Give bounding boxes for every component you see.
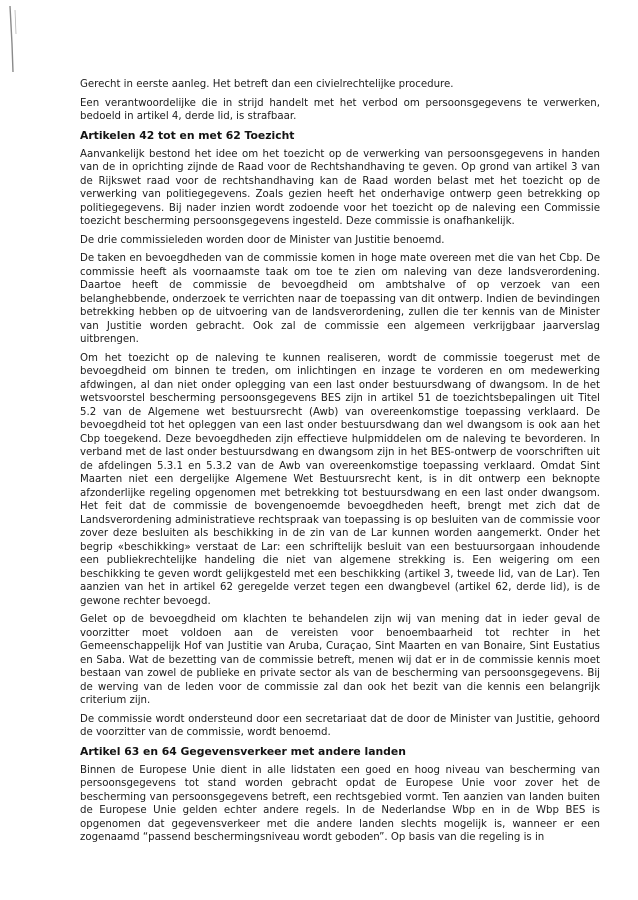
section-heading-toezicht: Artikelen 42 tot en met 62 Toezicht (80, 128, 295, 142)
gegevensverkeer-paragraph-1: Binnen de Europese Unie dient in alle lidstaten een goed en hoog niveau van bescherming van persoonsgegevens tot stand worden gebracht opdat de Europese Unie voor zover het de bescherming van persoonsgegevens betreft, een rechtsgebied vormt. Ten aanzien van landen buiten de Europese Unie gelden echter andere regels. In de Nederlandse Wbp en in de Wbp BES is opgenomen dat gegevensverkeer met die andere landen slechts mogelijk is, wanneer er een zogenaamd “passend beschermingsniveau wordt geboden”. Op basis van die regeling is in (80, 764, 600, 843)
intro-paragraph-2: Een verantwoordelijke die in strijd handelt met het verbod om persoonsgegevens te verwerken, bedoeld in artikel 4, derde lid, is strafbaar. (80, 97, 600, 122)
toezicht-paragraph-1: Aanvankelijk bestond het idee om het toezicht op de verwerking van persoonsgegevens in handen van de in oprichting zijnde de Raad voor de Rechtshandhaving te geven. Op grond van artikel 3 van de Rijkswet raad voor de rechtshandhaving kan de Raad worden belast met het toezicht op de verwerking van politiegegevens. Zoals gezien heeft het onderhavige ontwerp geen betrekking op politiegegevens. Bij nader inzien wordt zodoende voor het toezicht op de naleving een Commissie toezicht bescherming persoonsgegevens ingesteld. Deze commissie is onafhankelijk. (80, 148, 600, 227)
toezicht-paragraph-5: Gelet op de bevoegdheid om klachten te behandelen zijn wij van mening dat in ieder geval de voorzitter moet voldoen aan de vereisten voor benoembaarheid tot rechter in het Gemeenschappelijk Hof van Justitie van Aruba, Curaçao, Sint Maarten en van Bonaire, Sint Eustatius en Saba. Wat de bezetting van de commissie betreft, menen wij dat er in de commissie kennis moet bestaan van zowel de publieke en private sector als van de bescherming van persoonsgegevens. Bij de werving van de leden voor de commissie zal dan ook het bezit van die kennis een belangrijk criterium zijn. (80, 614, 600, 706)
toezicht-paragraph-4: Om het toezicht op de naleving te kunnen realiseren, wordt de commissie toegerust met de bevoegdheid om binnen te treden, om inlichtingen en inzage te vorderen en om medewerking afdwingen, al dan niet onder oplegging van een last onder bestuursdwang of dwangsom. In de het wetsvoorstel bescherming persoonsgegevens BES zijn in artikel 51 de toezichtsbepalingen uit Titel 5.2 van de Algemene wet bestuursrecht (Awb) van overeenkomstige toepassing verklaard. De bevoegdheid tot het opleggen van een last onder bestuursdwang dan wel dwangsom is ook aan het Cbp toegekend. Deze bevoegdheden zijn effectieve hulpmiddelen om de naleving te bevorderen. In verband met de last onder bestuursdwang en dwangsom zijn in het BES-ontwerp de voorschriften uit de afdelingen 5.3.1 en 5.3.2 van de Awb van overeenkomstige toepassing verklaard. Omdat Sint Maarten niet een dergelijke Algemene Wet Bestuursrecht kent, is in dit ontwerp een beknopte afzonderlijke regeling opgenomen met betrekking tot bestuursdwang en een last onder dwangsom. Het feit dat de commissie de bovengenoemde bevoegdheden heeft, brengt met zich dat de Landsverordening administratieve rechtspraak van toepassing is op besluiten van de commissie voor zover deze besluiten als beschikking in de zin van de Lar kunnen worden aangemerkt. Onder het begrip «beschikking» verstaat de Lar: een schriftelijk besluit van een bestuursorgaan inhoudende een publiekrechtelijke handeling die niet van algemene strekking is. Een weigering om een beschikking te geven wordt gelijkgesteld met een beschikking (artikel 3, tweede lid, van de Lar). Ten aanzien van het in artikel 62 geregelde verzet tegen een dwangbevel (artikel 62, derde lid), is de gewone rechter bevoegd. (80, 352, 600, 607)
scan-edge-mark (6, 4, 20, 74)
section-heading-gegevensverkeer: Artikel 63 en 64 Gegevensverkeer met andere landen (80, 744, 406, 758)
toezicht-paragraph-6: De commissie wordt ondersteund door een secretariaat dat de door de Minister van Justitie, gehoord de voorzitter van de commissie, wordt benoemd. (80, 713, 600, 738)
toezicht-paragraph-3: De taken en bevoegdheden van de commissie komen in hoge mate overeen met die van het Cbp. De commissie heeft als voornaamste taak om toe te zien om naleving van deze landsverordening. Daartoe heeft de commissie de bevoegdheid om ambtshalve of op verzoek van een belanghebbende, onderzoek te verrichten naar de toepassing van dit ontwerp. Indien de bevindingen betrekking hebben op de uitvoering van de landsverordening, zullen die ter kennis van de Minister van Justitie worden gebracht. Ook zal de commissie een algemeen verkrijgbaar jaarverslag uitbrengen. (80, 253, 600, 345)
intro-paragraph-1: Gerecht in eerste aanleg. Het betreft dan een civielrechtelijke procedure. (80, 79, 454, 90)
toezicht-paragraph-2: De drie commissieleden worden door de Minister van Justitie benoemd. (80, 234, 445, 246)
document-page (80, 78, 600, 850)
